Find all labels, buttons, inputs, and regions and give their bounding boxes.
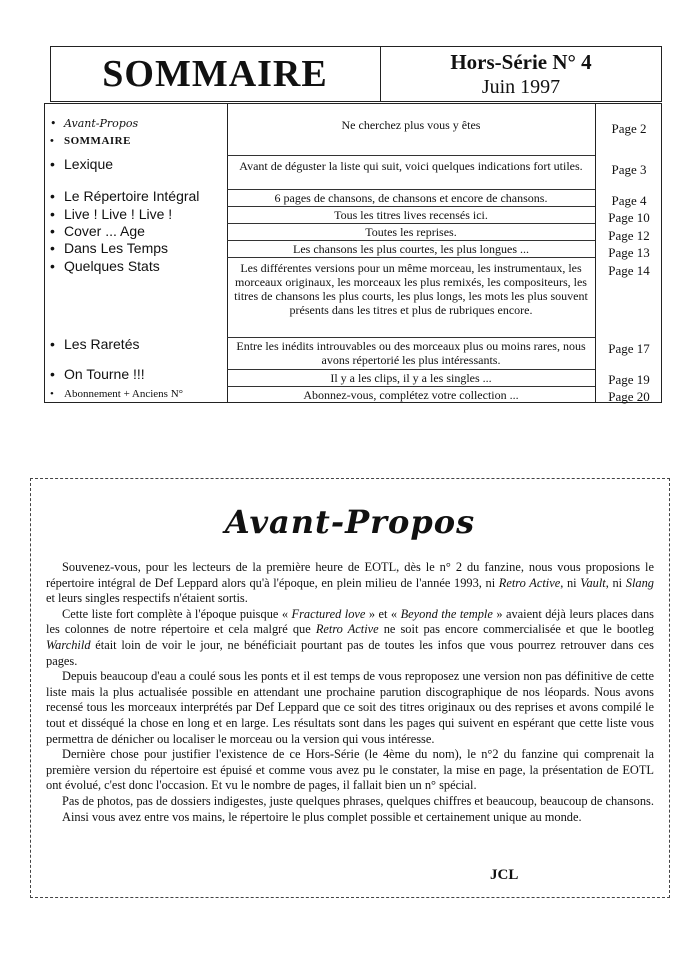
toc-page-number[interactable]: Page 2 (611, 121, 647, 136)
album-title: Vault (580, 575, 606, 590)
avant-propos-title: Avant-Propos (224, 503, 476, 541)
toc-item-label: On Tourne !!! (64, 366, 145, 382)
toc-row-divider (227, 257, 595, 258)
toc-row-desc: Les chansons les plus courtes, les plus longues ... (293, 242, 529, 256)
toc-page-number[interactable]: Page 17 (608, 341, 650, 356)
text: ne soit pas encore commercialisée et que le bootleg (378, 622, 654, 637)
toc-item-abonnement[interactable]: • Abonnement + Anciens N° (50, 388, 184, 400)
toc-item-quelques-stats[interactable]: • Quelques Stats (50, 258, 160, 274)
avant-propos-text (46, 560, 654, 825)
toc-item-dans-les-temps[interactable]: • Dans Les Temps (50, 240, 169, 256)
toc-page-number[interactable]: Page 4 (611, 193, 647, 208)
toc-page-number[interactable]: Page 12 (608, 228, 650, 243)
album-title: Slang (625, 575, 654, 590)
album-title: Retro Active (498, 575, 561, 590)
song-title: Fractured love (291, 606, 366, 621)
paragraph (46, 560, 654, 607)
page-title: SOMMAIRE (102, 53, 328, 95)
toc-column-divider (595, 103, 596, 403)
text: , ni (560, 575, 581, 590)
header-divider (380, 46, 381, 102)
text: » et « (365, 606, 401, 621)
signature: JCL (490, 867, 519, 883)
text: , ni (605, 575, 626, 590)
toc-row-divider (227, 155, 595, 156)
toc-row-divider (227, 223, 595, 224)
toc-item-label: Les Raretés (64, 336, 140, 352)
toc-item-label: SOMMAIRE (64, 135, 131, 147)
toc-row-divider (227, 206, 595, 207)
toc-page-number[interactable]: Page 3 (611, 162, 647, 177)
text: » avaient déjà leurs places dans les colonnes de notre répertoire et cela malgré que (46, 606, 655, 637)
toc-item-on-tourne[interactable]: • On Tourne !!! (50, 366, 145, 382)
toc-row-desc: Entre les inédits introuvables ou des morceaux plus ou moins rares, nous avons répertorié les plus intéressants. (236, 339, 586, 367)
toc-row-desc: Tous les titres lives recensés ici. (334, 208, 488, 222)
toc-row-divider (227, 189, 595, 190)
text: Cette liste fort complète à l'époque puisque « (62, 606, 292, 621)
issue-label: Hors-Série N° 4 (450, 50, 592, 74)
paragraph: Ainsi vous avez entre vos mains, le répertoire le plus complet possible et certainement unique au monde. (62, 809, 582, 824)
paragraph: Pas de photos, pas de dossiers indigestes, juste quelques phrases, quelques chiffres et beaucoup, beaucoup de chansons. (62, 793, 654, 808)
toc-row-desc: Il y a les clips, il y a les singles ... (330, 371, 492, 385)
toc-row-divider (227, 386, 595, 387)
toc-item-repertoire[interactable]: • Le Répertoire Intégral (50, 188, 200, 204)
paragraph: Depuis beaucoup d'eau a coulé sous les ponts et il est temps de vous reproposez une version non pas définitive de cette liste mais la plus actualisée possible en attendant une prochaine parution discographique de nos léopards. Nous avons recensé tous les morceaux interprétés par Def Leppard que ce soit des titres originaux ou des reprises et avons compilé le tout et disséqué la chose en long et en large. Les résultats sont dans les pages qui suivent en espérant que cette liste vous permettra de dénicher ou localiser le morceau ou la version qui vous intéresse. (46, 669, 654, 746)
toc-row-desc: Ne cherchez plus vous y êtes (341, 118, 481, 132)
toc-item-raretes[interactable]: • Les Raretés (50, 336, 140, 352)
toc-column-divider (227, 103, 228, 403)
toc-item-sommaire[interactable]: • SOMMAIRE (50, 135, 131, 147)
toc-row-desc: 6 pages de chansons, de chansons et encore de chansons. (274, 191, 548, 205)
toc-item-avant-propos[interactable]: • Avant-Propos (50, 117, 139, 130)
toc-page-number[interactable]: Page 20 (608, 389, 650, 404)
text: et leurs singles respectifs n'étaient sortis. (46, 591, 248, 606)
toc-row-desc: Toutes les reprises. (365, 225, 457, 239)
text: Souvenez-vous, pour les lecteurs de la première heure de EOTL, dès le n° 2 du fanzine, nous vous proposions le répertoire intégral de Def Leppard alors qu'à l'époque, en plein milieu de l'année 1993, ni (46, 560, 654, 590)
toc-item-label: Lexique (64, 156, 114, 172)
toc-page-number[interactable]: Page 13 (608, 245, 650, 260)
album-title: Retro Active (315, 622, 379, 637)
toc-row-desc: Avant de déguster la liste qui suit, voici quelques indications fort utiles. (239, 159, 583, 173)
toc-row-divider (227, 337, 595, 338)
toc-item-label: Le Répertoire Intégral (64, 188, 200, 204)
text: était loin de voir le jour, ne bénéficiait pourtant pas de toutes les infos que vous pourrez retrouver dans ces pages. (46, 637, 654, 668)
toc-item-label: Avant-Propos (64, 117, 139, 130)
toc-item-label: Dans Les Temps (64, 240, 169, 256)
toc-item-label: Quelques Stats (64, 258, 160, 274)
toc-item-lexique[interactable]: • Lexique (50, 156, 114, 172)
toc-item-cover-age[interactable]: • Cover ... Age (50, 223, 145, 239)
toc-page-number[interactable]: Page 14 (608, 263, 650, 278)
song-title: Beyond the temple (400, 606, 493, 621)
toc-row-desc: Abonnez-vous, complétez votre collection ... (303, 388, 519, 402)
toc-page-number[interactable]: Page 10 (608, 210, 650, 225)
toc-row-desc: Les différentes versions pour un même morceau, les instrumentaux, les morceaux originaux, les morceaux les plus remixés, les compositeurs, les titres de chansons les plus courts, les plus longs, les mots les plus souvent présents dans les titres et plus de rubriques encore. (234, 261, 588, 317)
toc-item-label: Live ! Live ! Live ! (64, 206, 173, 222)
toc-item-live[interactable]: • Live ! Live ! Live ! (50, 206, 173, 222)
issue-date: Juin 1997 (481, 76, 561, 98)
toc-row-divider (227, 369, 595, 370)
toc-row-divider (227, 240, 595, 241)
toc-item-label: Abonnement + Anciens N° (64, 388, 184, 400)
album-title: Warchild (46, 637, 91, 652)
toc-item-label: Cover ... Age (64, 223, 145, 239)
paragraph: Dernière chose pour justifier l'existence de ce Hors-Série (le 4ème du nom), le n°2 du fanzine qui comprenait la première version du répertoire est épuisé et comme vous avez pu le constater, la mise en page, la présentation de EOTL ont évolué, c'est donc l'occasion. Et vu le nombre de pages, il fallait bien un n° spécial. (46, 747, 654, 793)
toc-page-number[interactable]: Page 19 (608, 372, 650, 387)
paragraph (46, 607, 654, 669)
